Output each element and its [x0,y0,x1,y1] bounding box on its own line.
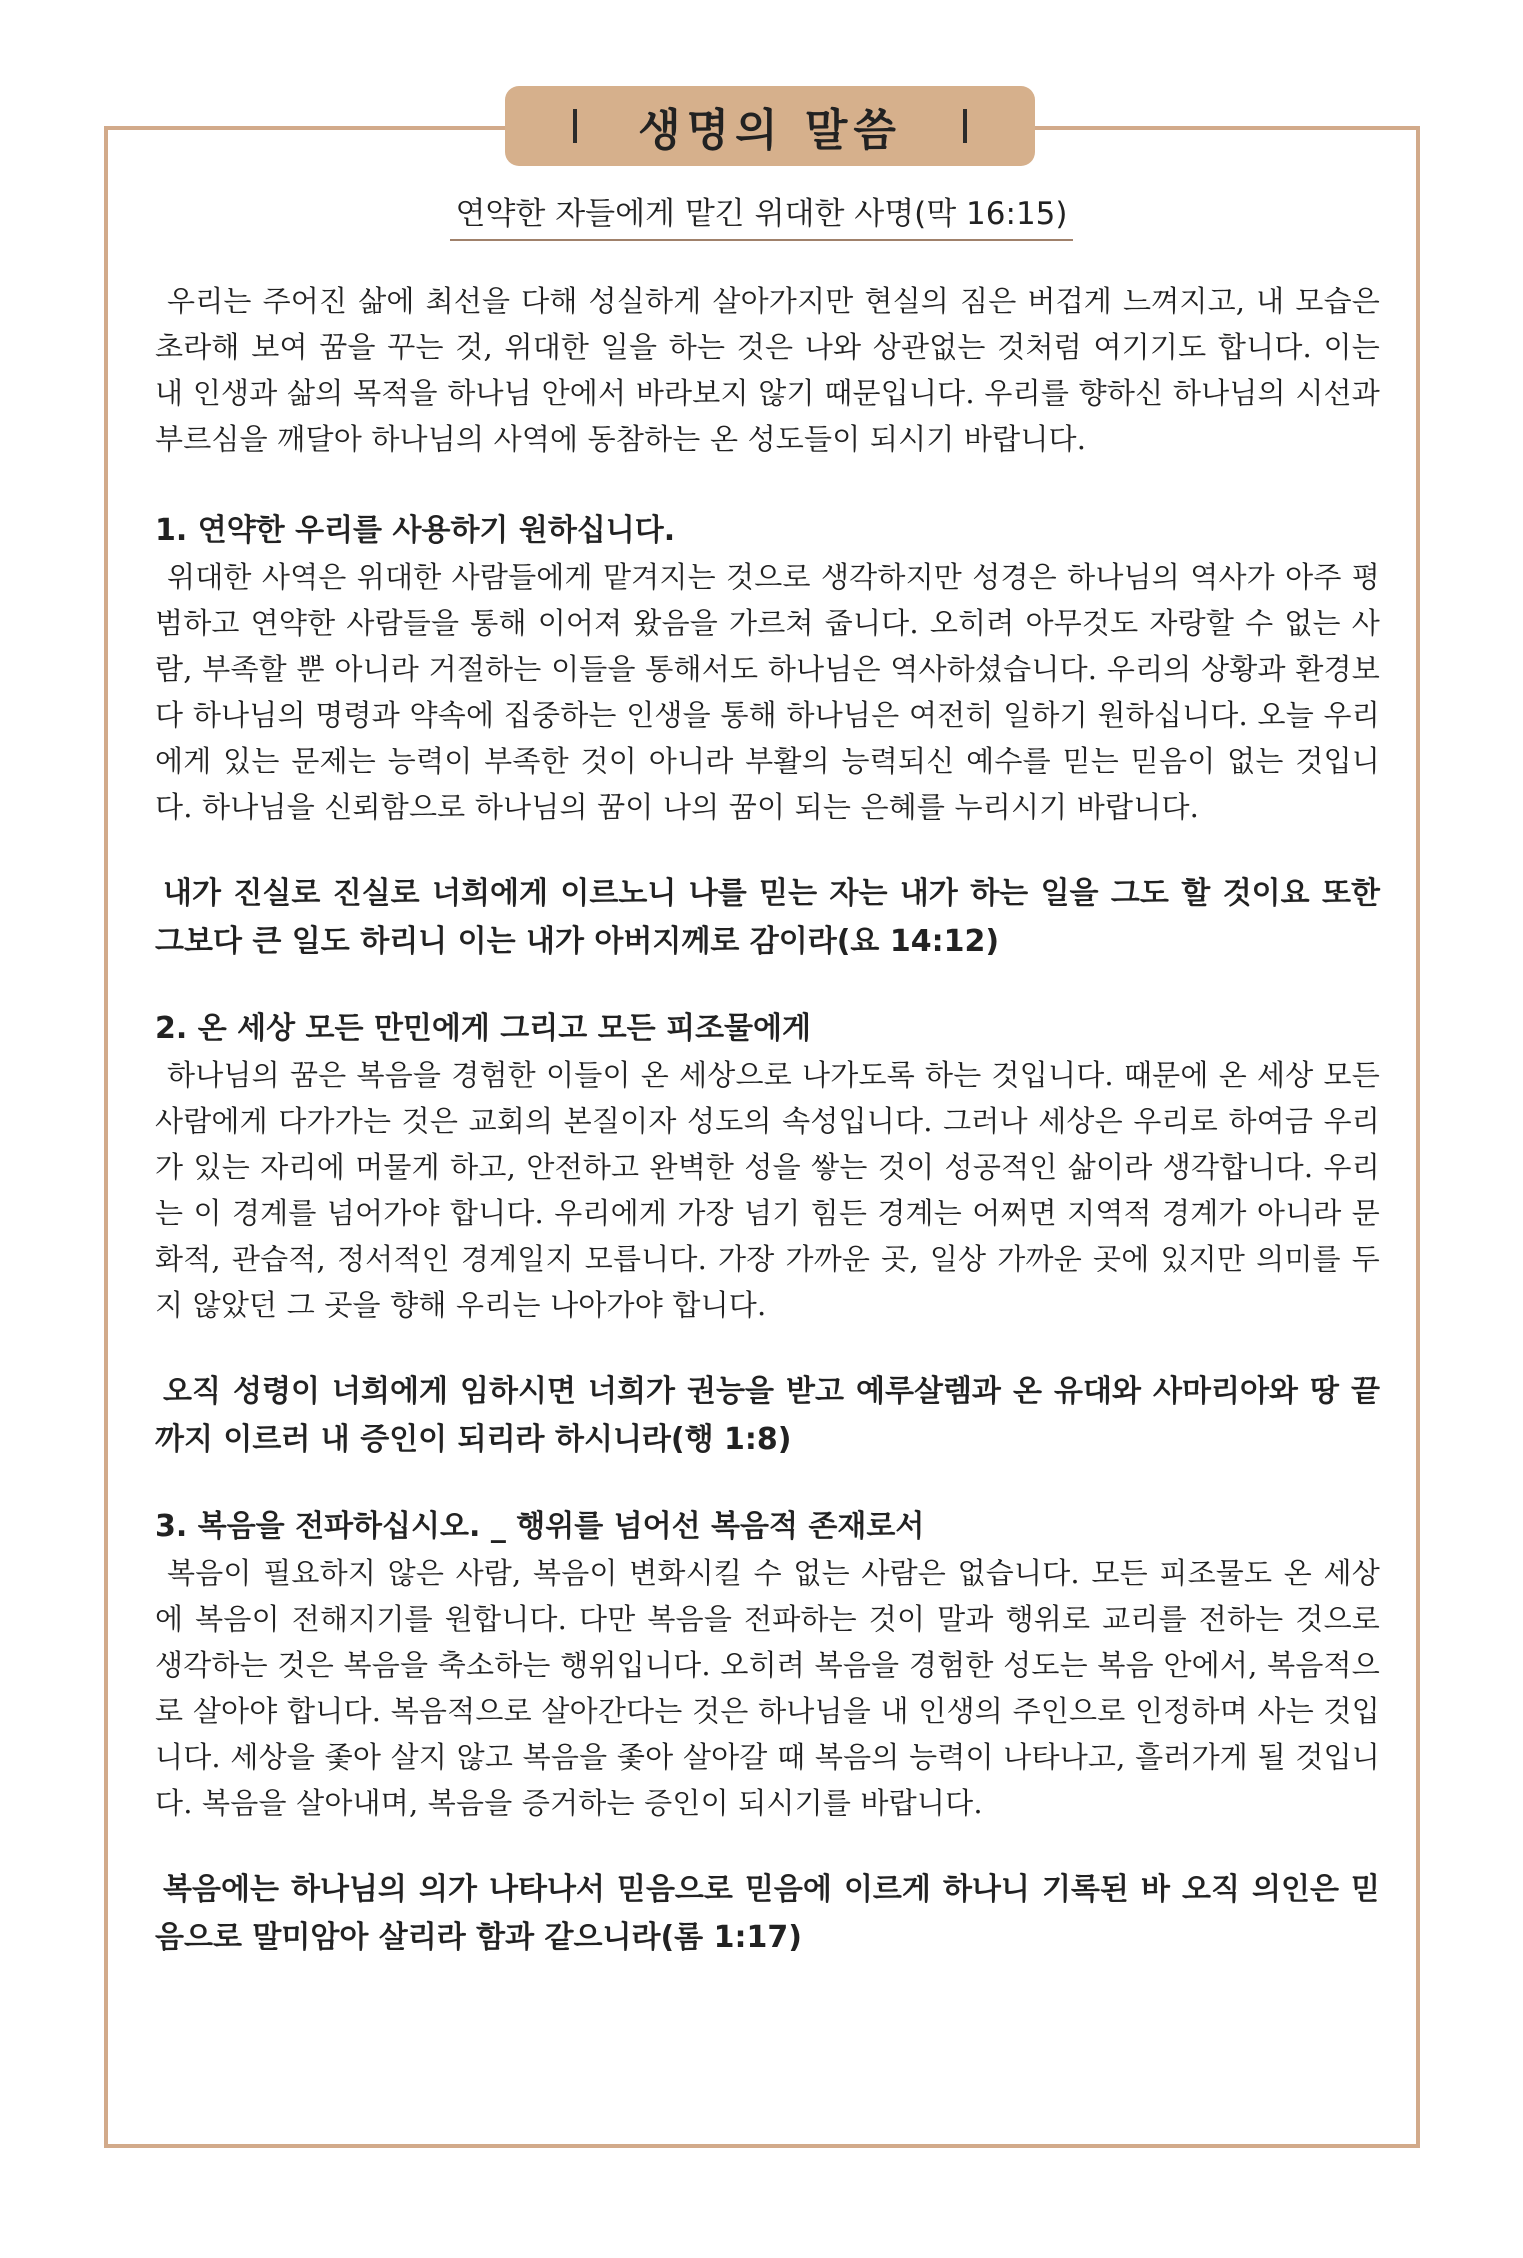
section-body-2: 하나님의 꿈은 복음을 경험한 이들이 온 세상으로 나가도록 하는 것입니다. 때문에 온 세상 모든 사람에게 다가가는 것은 교회의 본질이자 성도의 속성입니다. 그러나 세상은 우리로 하여금 우리가 있는 자리에 머물게 하고, 안전하고 완벽한 성을 쌓는 것이 성공적인 삶이라 생각합니다. 우리는 이 경계를 넘어가야 합니다. 우리에게 가장 넘기 힘든 경계는 어쩌면 지역적 경계가 아니라 문화적, 관습적, 정서적인 경계일지 모릅니다. 가장 가까운 곳, 일상 가까운 곳에 있지만 의미를 두지 않았던 그 곳을 향해 우리는 나아가야 합니다. [155,1058,1380,1322]
title-bar-right [963,109,967,143]
page-title: 생명의 말씀 [638,105,902,156]
subtitle-container [0,188,1523,241]
section-heading-1: 1. 연약한 우리를 사용하기 원하십니다. [155,513,676,548]
title-bar-left [573,109,577,143]
section-heading-3: 3. 복음을 전파하십시오. _ 행위를 넘어선 복음적 존재로서 [155,1509,925,1544]
section-verse-1: 내가 진실로 진실로 너희에게 이르노니 나를 믿는 자는 내가 하는 일을 그도 할 것이요 또한 그보다 큰 일도 하리니 이는 내가 아버지께로 감이라(요 14:12) [155,876,1380,959]
sermon-subtitle: 연약한 자들에게 맡긴 위대한 사명(막 16:15) [450,188,1074,241]
section-body-3: 복음이 필요하지 않은 사람, 복음이 변화시킬 수 없는 사람은 없습니다. 모든 피조물도 온 세상에 복음이 전해지기를 원합니다. 다만 복음을 전파하는 것이 말과 행위로 교리를 전하는 것으로 생각하는 것은 복음을 축소하는 행위입니다. 오히려 복음을 경험한 성도는 복음 안에서, 복음적으로 살아야 합니다. 복음적으로 살아간다는 것은 하나님을 내 인생의 주인으로 인정하며 사는 것입니다. 세상을 좇아 살지 않고 복음을 좇아 살아갈 때 복음의 능력이 나타나고, 흘러가게 될 것입니다. 복음을 살아내며, 복음을 증거하는 증인이 되시기를 바랍니다. [155,1556,1380,1820]
section-body-1: 위대한 사역은 위대한 사람들에게 맡겨지는 것으로 생각하지만 성경은 하나님의 역사가 아주 평범하고 연약한 사람들을 통해 이어져 왔음을 가르쳐 줍니다. 오히려 아무것도 자랑할 수 없는 사람, 부족할 뿐 아니라 거절하는 이들을 통해서도 하나님은 역사하셨습니다. 우리의 상황과 환경보다 하나님의 명령과 약속에 집중하는 인생을 통해 하나님은 여전히 일하기 원하십니다. 오늘 우리에게 있는 문제는 능력이 부족한 것이 아니라 부활의 능력되신 예수를 믿는 믿음이 없는 것입니다. 하나님을 신뢰함으로 하나님의 꿈이 나의 꿈이 되는 은혜를 누리시기 바랍니다. [155,560,1380,824]
intro-paragraph: 우리는 주어진 삶에 최선을 다해 성실하게 살아가지만 현실의 짐은 버겁게 느껴지고, 내 모습은 초라해 보여 꿈을 꾸는 것, 위대한 일을 하는 것은 나와 상관없는 것처럼 여기기도 합니다. 이는 내 인생과 삶의 목적을 하나님 안에서 바라보지 않기 때문입니다. 우리를 향하신 하나님의 시선과 부르심을 깨달아 하나님의 사역에 동참하는 온 성도들이 되시기 바랍니다. [155,284,1380,456]
title-tab [505,86,1035,166]
sermon-content [155,278,1380,1962]
section-verse-3: 복음에는 하나님의 의가 나타나서 믿음으로 믿음에 이르게 하나니 기록된 바 오직 의인은 믿음으로 말미암아 살리라 함과 같으니라(롬 1:17) [155,1872,1380,1955]
section-verse-2: 오직 성령이 너희에게 임하시면 너희가 권능을 받고 예루살렘과 온 유대와 사마리아와 땅 끝까지 이르러 내 증인이 되리라 하시니라(행 1:8) [155,1374,1380,1457]
section-heading-2: 2. 온 세상 모든 만민에게 그리고 모든 피조물에게 [155,1011,812,1046]
